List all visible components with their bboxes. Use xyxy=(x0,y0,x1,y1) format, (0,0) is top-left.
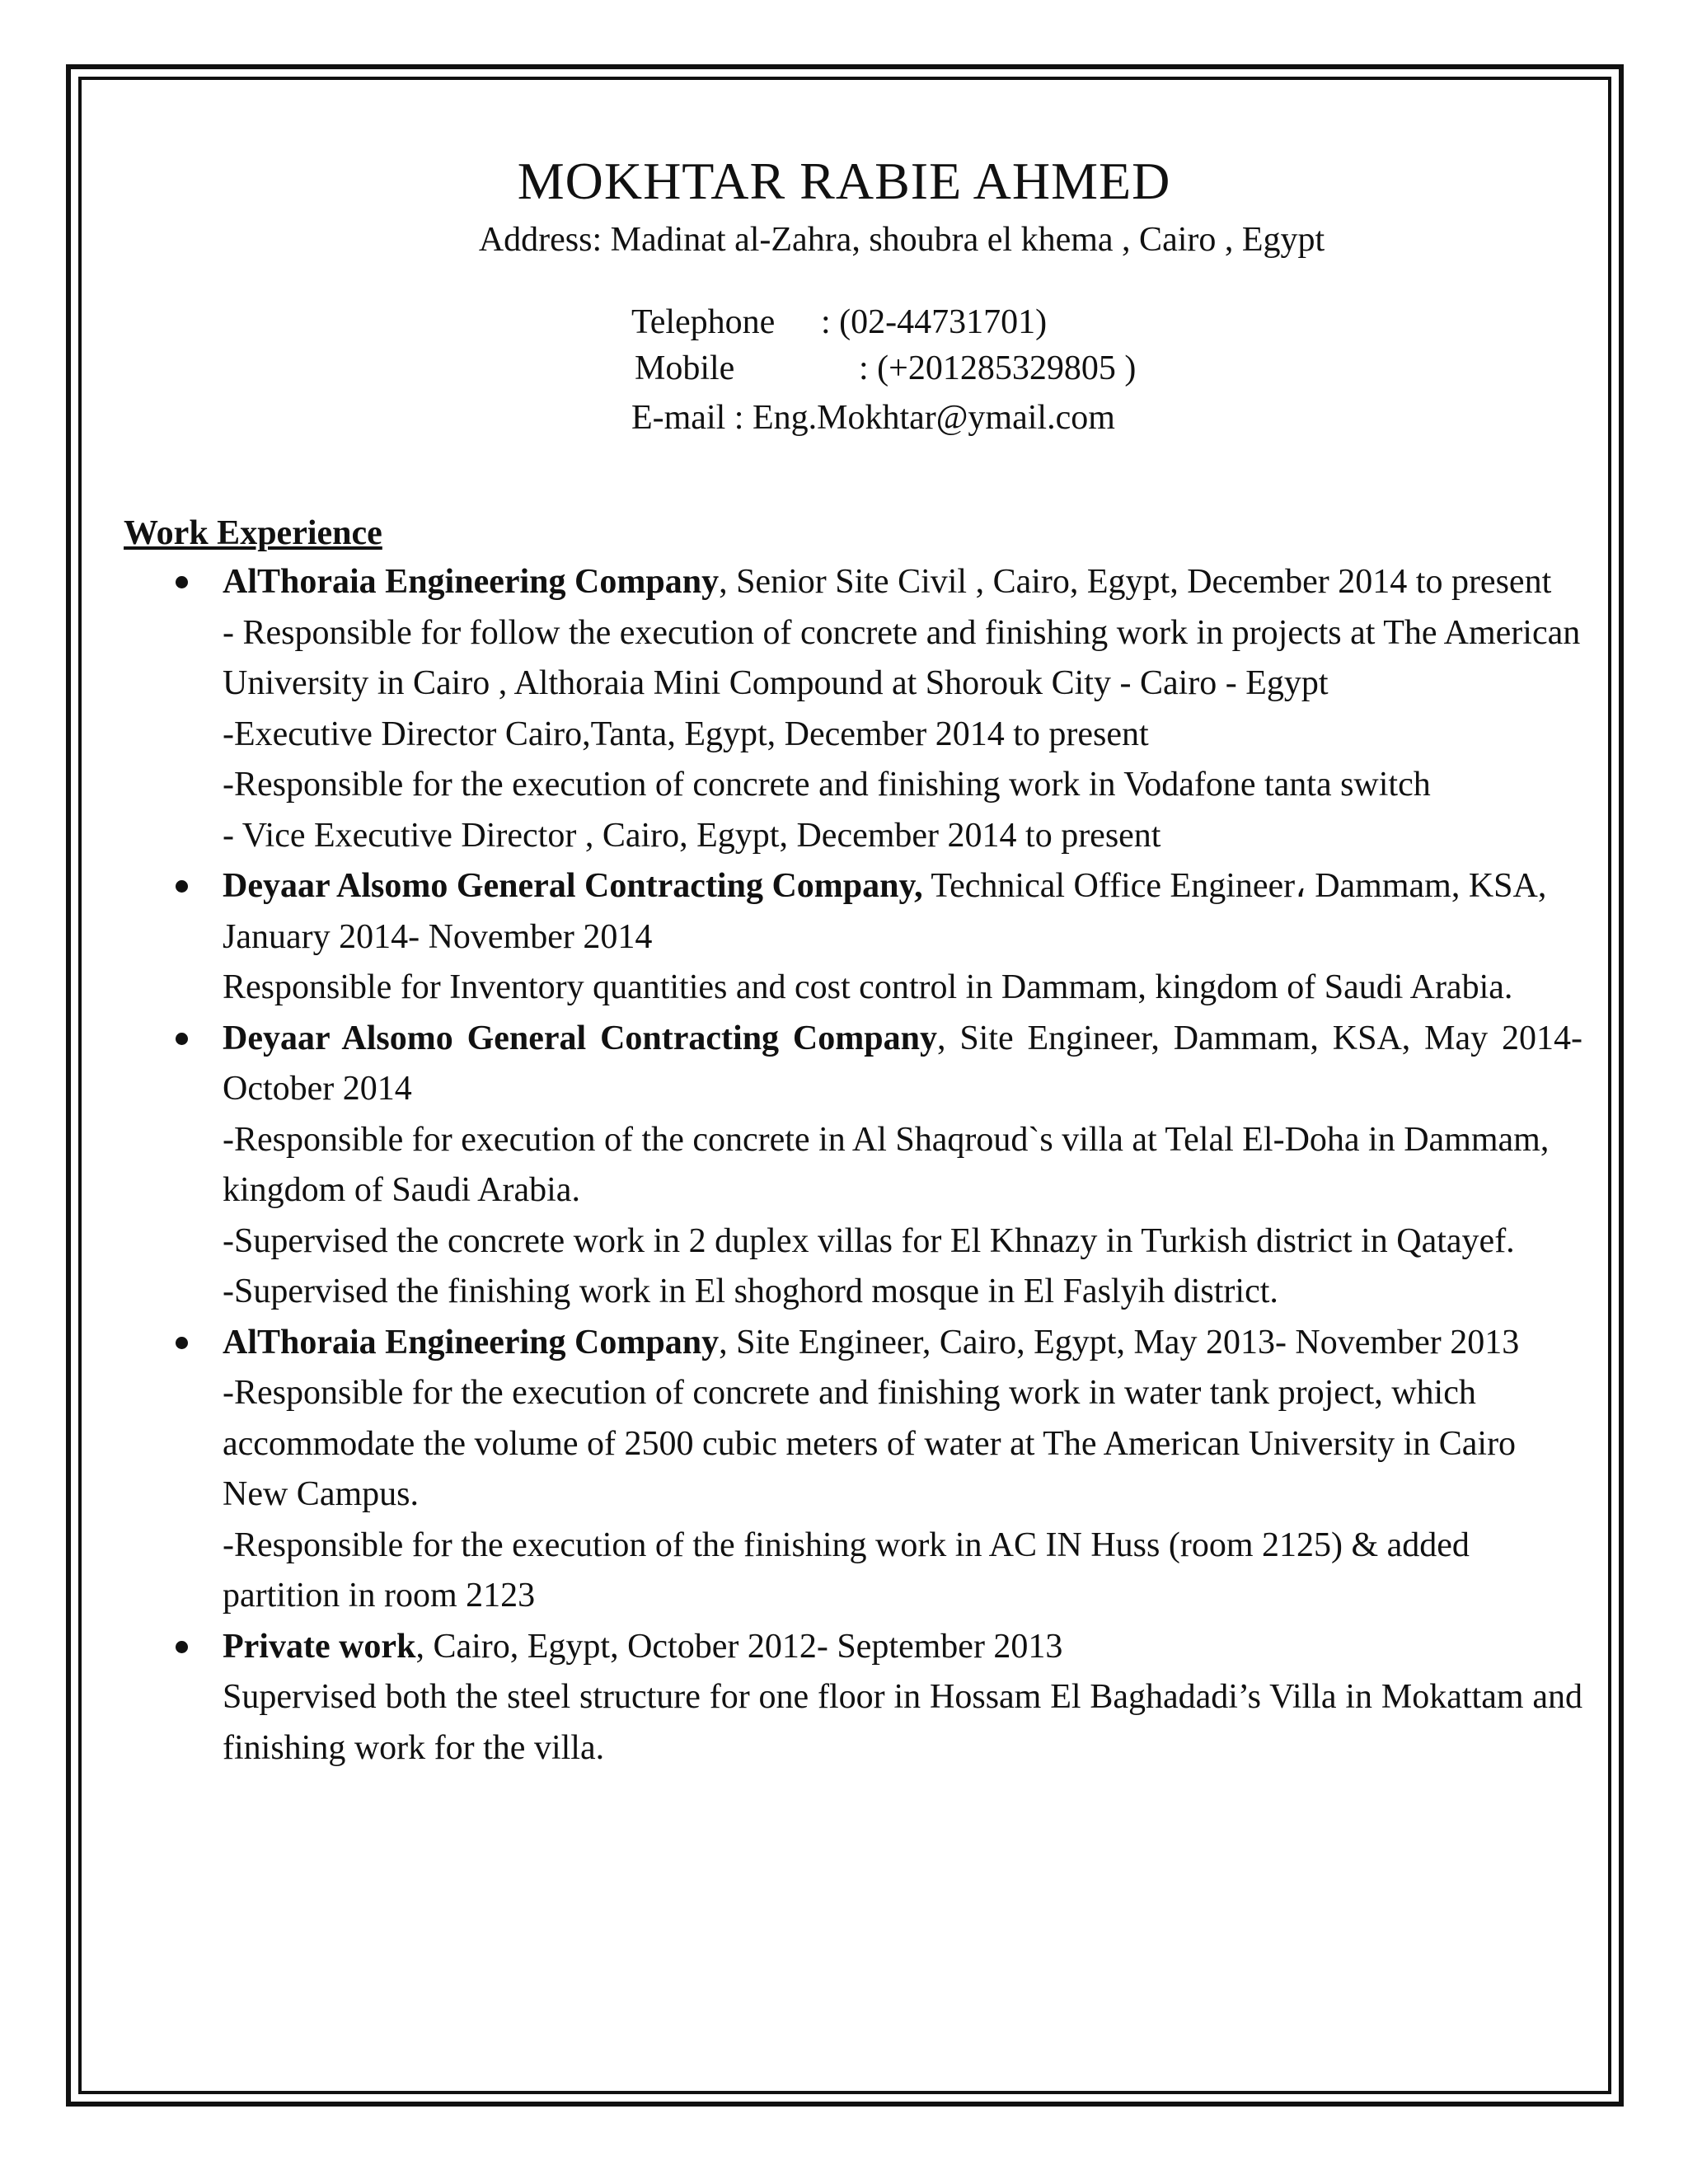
work-experience-list xyxy=(223,557,1582,1774)
experience-entry xyxy=(223,861,1582,1014)
telephone-line xyxy=(631,302,1047,343)
entry-details: , Senior Site Civil , Cairo, Egypt, December 2014 to present xyxy=(719,563,1552,601)
entry-line: -Supervised the concrete work in 2 duplex villas for El Khnazy in Turkish district in Qatayef. xyxy=(223,1221,1515,1260)
entry-line: -Executive Director Cairo,Tanta, Egypt, December 2014 to present xyxy=(223,715,1149,753)
address-line: Address: Madinat al-Zahra, shoubra el khema , Cairo , Egypt xyxy=(478,221,1325,259)
entry-line: -Responsible for the execution of the finishing work in AC IN Huss (room 2125) & added partition in room 2123 xyxy=(223,1526,1470,1615)
company-name: Deyaar Alsomo General Contracting Company xyxy=(223,1019,937,1057)
telephone-label: Telephone xyxy=(631,303,776,341)
company-name: Deyaar Alsomo General Contracting Company, xyxy=(223,867,923,905)
mobile-line xyxy=(635,348,1136,389)
entry-line: -Responsible for the execution of concrete and finishing work in water tank project, which accommodate the volume of 2500 cubic meters of water at The American University in Cairo New Campus. xyxy=(223,1374,1517,1513)
entry-line: -Responsible for execution of the concrete in Al Shaqroud`s villa at Telal El-Doha in Dammam, kingdom of Saudi Arabia. xyxy=(223,1120,1550,1209)
entry-line: - Vice Executive Director , Cairo, Egypt, December 2014 to present xyxy=(223,816,1161,855)
entry-heading xyxy=(223,1622,1582,1673)
bullet-icon xyxy=(176,1033,188,1045)
entry-heading xyxy=(223,861,1582,963)
entry-heading xyxy=(223,1014,1582,1115)
bullet-icon xyxy=(176,880,188,893)
mobile-label: Mobile xyxy=(635,349,735,387)
experience-entry xyxy=(223,1622,1582,1774)
entry-line: -Responsible for the execution of concrete and finishing work in Vodafone tanta switch xyxy=(223,766,1431,804)
work-experience-heading: Work Experience xyxy=(124,514,382,552)
experience-entry xyxy=(223,1318,1582,1622)
bullet-icon xyxy=(176,576,188,588)
bullet-icon xyxy=(176,1641,188,1653)
experience-entry xyxy=(223,557,1582,861)
entry-details: Technical Office Engineer، Dammam, KSA, January 2014- November 2014 xyxy=(223,867,1547,956)
company-name: AlThoraia Engineering Company xyxy=(223,563,720,601)
entry-line: - Responsible for follow the execution of concrete and finishing work in projects at The American University in Cairo , Althoraia Mini Compound at Shorouk City - Cairo - Egypt xyxy=(223,613,1581,702)
entry-line: Supervised both the steel structure for one floor in Hossam El Baghadadi’s Villa in Mokattam and finishing work for the villa. xyxy=(223,1678,1582,1767)
entry-details: , Site Engineer, Cairo, Egypt, May 2013- November 2013 xyxy=(719,1323,1520,1361)
mobile-value: : (+201285329805 ) xyxy=(859,349,1137,387)
entry-heading xyxy=(223,1318,1582,1369)
experience-entry xyxy=(223,1014,1582,1318)
bullet-icon xyxy=(176,1337,188,1349)
entry-line: Responsible for Inventory quantities and cost control in Dammam, kingdom of Saudi Arabia. xyxy=(223,968,1513,1006)
email-line: E-mail : Eng.Mokhtar@ymail.com xyxy=(631,399,1115,437)
entry-details: , Cairo, Egypt, October 2012- September 2013 xyxy=(415,1627,1063,1666)
entry-line: -Supervised the finishing work in El shoghord mosque in El Faslyih district. xyxy=(223,1272,1278,1310)
entry-heading xyxy=(223,557,1582,608)
company-name: AlThoraia Engineering Company xyxy=(223,1323,720,1361)
company-name: Private work xyxy=(223,1627,416,1666)
applicant-name: MOKHTAR RABIE AHMED xyxy=(517,152,1171,210)
entry-details: , Site Engineer, Dammam, KSA, May 2014- October 2014 xyxy=(223,1019,1582,1108)
telephone-value: : (02-44731701) xyxy=(821,303,1048,341)
